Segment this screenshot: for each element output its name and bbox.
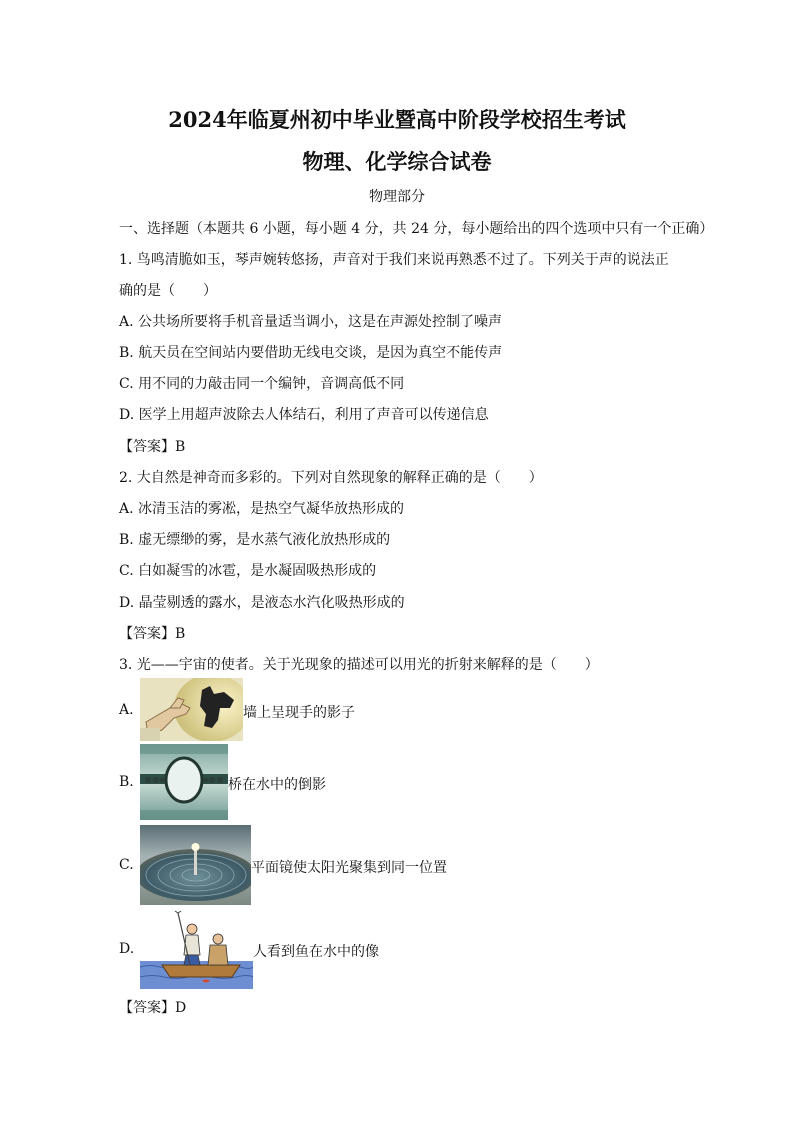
q3-stem: 3. 光——宇宙的使者。关于光现象的描述可以用光的折射来解释的是（ ） [119,657,599,673]
q2-option-b: B. 虚无缥缈的雾，是水蒸气液化放热形成的 [119,532,391,548]
q1-option-b: B. 航天员在空间站内要借助无线电交谈，是因为真空不能传声 [119,345,503,361]
q3-option-a-text: 墙上呈现手的影子 [243,705,355,721]
q3-answer: 【答案】D [119,1000,187,1016]
q3-option-b-text: 桥在水中的倒影 [228,777,326,793]
exam-title: 2024年临夏州初中毕业暨高中阶段学校招生考试 [168,107,626,132]
q2-answer: 【答案】B [119,626,186,642]
q3-option-a-label: A. [119,702,134,718]
part1-instruction: 一、选择题（本题共 6 小题，每小题 4 分，共 24 分，每小题给出的四个选项中只有一个正确） [119,221,714,237]
q2-option-a: A. 冰清玉洁的雾凇，是热空气凝华放热形成的 [119,501,405,517]
q2-stem: 2. 大自然是神奇而多彩的。下列对自然现象的解释正确的是（ ） [119,470,543,486]
q1-option-d: D. 医学上用超声波除去人体结石，利用了声音可以传递信息 [119,407,489,423]
q2-option-c: C. 白如凝雪的冰雹，是水凝固吸热形成的 [119,563,377,579]
bridge-reflection-image [140,744,228,820]
q1-stem-line1: 1. 鸟鸣清脆如玉，琴声婉转悠扬，声音对于我们来说再熟悉不过了。下列关于声的说法正 [119,252,669,268]
q3-option-c-label: C. [119,857,134,873]
q2-option-d: D. 晶莹剔透的露水，是液态水汽化吸热形成的 [119,595,405,611]
q3-option-c-text: 平面镜使太阳光聚集到同一位置 [251,860,447,876]
q3-option-b-label: B. [119,774,134,790]
q3-option-d-text: 人看到鱼在水中的像 [253,944,379,960]
fisherman-boat-image [140,909,253,989]
q1-option-c: C. 用不同的力敲击同一个编钟，音调高低不同 [119,376,405,392]
solar-mirror-field-image [140,825,251,905]
q1-option-a: A. 公共场所要将手机音量适当调小，这是在声源处控制了噪声 [119,314,503,330]
q1-stem-line2: 确的是（ ） [119,283,217,299]
section-heading: 物理部分 [369,189,425,205]
q1-answer: 【答案】B [119,439,186,455]
hand-shadow-image [140,678,243,741]
exam-subtitle: 物理、化学综合试卷 [302,149,492,174]
q3-option-d-label: D. [119,941,135,957]
